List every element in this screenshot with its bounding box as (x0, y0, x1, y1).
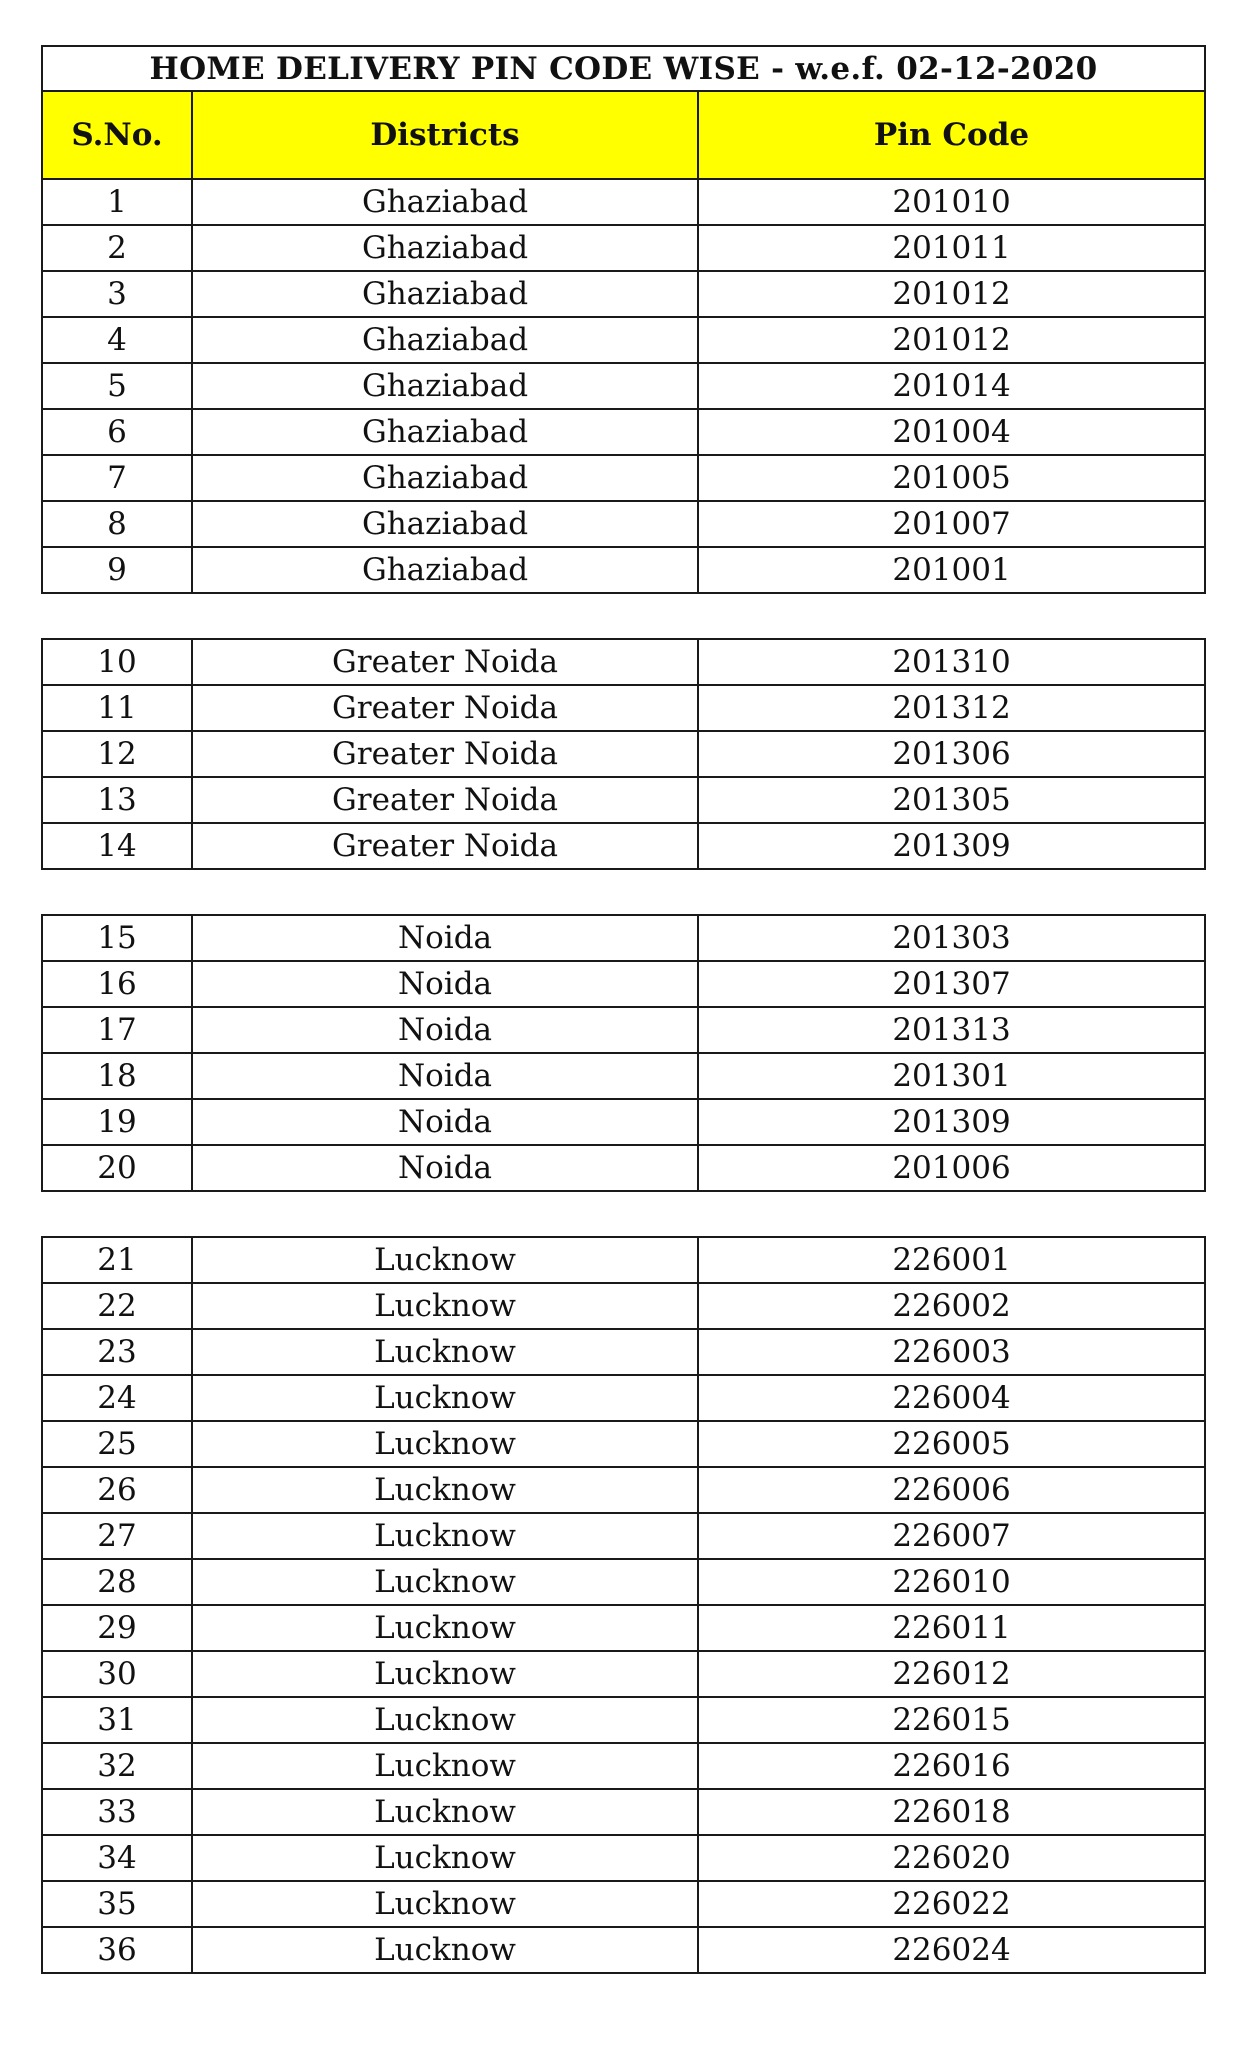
cell-pin-code: 226024 (698, 1927, 1205, 1973)
cell-sno: 8 (42, 501, 192, 547)
cell-sno: 35 (42, 1881, 192, 1927)
cell-sno: 29 (42, 1605, 192, 1651)
table-row (42, 1927, 1205, 1973)
table-group-body (42, 915, 1205, 1191)
cell-pin-code: 201012 (698, 271, 1205, 317)
cell-sno: 26 (42, 1467, 192, 1513)
cell-sno: 18 (42, 1053, 192, 1099)
cell-sno: 5 (42, 363, 192, 409)
table-row (42, 363, 1205, 409)
cell-pin-code: 226005 (698, 1421, 1205, 1467)
cell-district: Lucknow (192, 1789, 698, 1835)
cell-sno: 9 (42, 547, 192, 593)
cell-district: Greater Noida (192, 639, 698, 685)
table-block (41, 914, 1204, 1192)
cell-pin-code: 201014 (698, 363, 1205, 409)
table-row (42, 685, 1205, 731)
cell-district: Ghaziabad (192, 455, 698, 501)
cell-sno: 20 (42, 1145, 192, 1191)
table-group-body (42, 1237, 1205, 1973)
table-row (42, 1007, 1205, 1053)
table-row (42, 1835, 1205, 1881)
cell-district: Ghaziabad (192, 363, 698, 409)
cell-district: Lucknow (192, 1421, 698, 1467)
cell-district: Lucknow (192, 1559, 698, 1605)
cell-sno: 19 (42, 1099, 192, 1145)
table-block (41, 1236, 1204, 1974)
table-group-body (42, 179, 1205, 593)
cell-district: Lucknow (192, 1467, 698, 1513)
cell-district: Noida (192, 1007, 698, 1053)
column-header-district: Districts (192, 91, 698, 179)
cell-district: Ghaziabad (192, 547, 698, 593)
cell-district: Ghaziabad (192, 225, 698, 271)
cell-district: Lucknow (192, 1329, 698, 1375)
cell-district: Lucknow (192, 1605, 698, 1651)
cell-district: Noida (192, 1053, 698, 1099)
cell-district: Ghaziabad (192, 501, 698, 547)
cell-district: Ghaziabad (192, 179, 698, 225)
cell-pin-code: 226010 (698, 1559, 1205, 1605)
cell-sno: 36 (42, 1927, 192, 1973)
cell-sno: 34 (42, 1835, 192, 1881)
cell-district: Greater Noida (192, 685, 698, 731)
table-row (42, 547, 1205, 593)
cell-district: Lucknow (192, 1743, 698, 1789)
cell-pin-code: 201001 (698, 547, 1205, 593)
cell-pin-code: 226001 (698, 1237, 1205, 1283)
cell-pin-code: 226015 (698, 1697, 1205, 1743)
cell-pin-code: 226016 (698, 1743, 1205, 1789)
cell-sno: 11 (42, 685, 192, 731)
pin-code-table-group (41, 914, 1206, 1192)
table-row (42, 1605, 1205, 1651)
table-row (42, 915, 1205, 961)
cell-sno: 31 (42, 1697, 192, 1743)
cell-sno: 10 (42, 639, 192, 685)
cell-pin-code: 201313 (698, 1007, 1205, 1053)
cell-district: Lucknow (192, 1375, 698, 1421)
table-row (42, 271, 1205, 317)
table-row (42, 1145, 1205, 1191)
cell-pin-code: 226006 (698, 1467, 1205, 1513)
cell-district: Ghaziabad (192, 409, 698, 455)
column-header-pin: Pin Code (698, 91, 1205, 179)
cell-district: Greater Noida (192, 777, 698, 823)
cell-district: Lucknow (192, 1927, 698, 1973)
table-row (42, 1881, 1205, 1927)
cell-pin-code: 201312 (698, 685, 1205, 731)
cell-sno: 27 (42, 1513, 192, 1559)
cell-pin-code: 226022 (698, 1881, 1205, 1927)
table-row (42, 639, 1205, 685)
table-block-header (41, 45, 1204, 594)
pin-code-table-main (41, 45, 1206, 594)
table-row (42, 1329, 1205, 1375)
cell-sno: 3 (42, 271, 192, 317)
cell-pin-code: 201005 (698, 455, 1205, 501)
cell-sno: 7 (42, 455, 192, 501)
table-row (42, 317, 1205, 363)
table-row (42, 823, 1205, 869)
cell-sno: 6 (42, 409, 192, 455)
cell-pin-code: 201310 (698, 639, 1205, 685)
cell-sno: 16 (42, 961, 192, 1007)
cell-district: Lucknow (192, 1513, 698, 1559)
cell-district: Ghaziabad (192, 317, 698, 363)
cell-sno: 13 (42, 777, 192, 823)
table-row (42, 179, 1205, 225)
pin-code-tables (41, 45, 1204, 1974)
cell-pin-code: 226018 (698, 1789, 1205, 1835)
table-block (41, 638, 1204, 870)
pin-code-table-group (41, 1236, 1206, 1974)
cell-pin-code: 201011 (698, 225, 1205, 271)
cell-district: Lucknow (192, 1237, 698, 1283)
cell-district: Noida (192, 1099, 698, 1145)
cell-pin-code: 226002 (698, 1283, 1205, 1329)
cell-sno: 30 (42, 1651, 192, 1697)
cell-pin-code: 201303 (698, 915, 1205, 961)
table-row (42, 1697, 1205, 1743)
cell-pin-code: 201010 (698, 179, 1205, 225)
column-header-sno: S.No. (42, 91, 192, 179)
table-row (42, 731, 1205, 777)
cell-district: Noida (192, 1145, 698, 1191)
cell-sno: 12 (42, 731, 192, 777)
cell-district: Lucknow (192, 1697, 698, 1743)
cell-pin-code: 201006 (698, 1145, 1205, 1191)
cell-sno: 1 (42, 179, 192, 225)
table-row (42, 1283, 1205, 1329)
table-row (42, 1375, 1205, 1421)
table-header-row (42, 91, 1205, 179)
table-row (42, 1513, 1205, 1559)
pin-code-table-group (41, 638, 1206, 870)
cell-sno: 24 (42, 1375, 192, 1421)
table-row (42, 225, 1205, 271)
table-row (42, 1099, 1205, 1145)
table-row (42, 1237, 1205, 1283)
cell-pin-code: 201309 (698, 823, 1205, 869)
cell-sno: 25 (42, 1421, 192, 1467)
cell-sno: 33 (42, 1789, 192, 1835)
document-title: HOME DELIVERY PIN CODE WISE - w.e.f. 02-12-2020 (42, 46, 1205, 91)
table-row (42, 409, 1205, 455)
cell-sno: 23 (42, 1329, 192, 1375)
cell-district: Noida (192, 915, 698, 961)
cell-sno: 28 (42, 1559, 192, 1605)
cell-district: Lucknow (192, 1835, 698, 1881)
cell-pin-code: 226007 (698, 1513, 1205, 1559)
cell-pin-code: 201307 (698, 961, 1205, 1007)
table-row (42, 961, 1205, 1007)
cell-pin-code: 201306 (698, 731, 1205, 777)
cell-pin-code: 201301 (698, 1053, 1205, 1099)
cell-sno: 21 (42, 1237, 192, 1283)
table-row (42, 455, 1205, 501)
table-row (42, 1467, 1205, 1513)
table-row (42, 1421, 1205, 1467)
cell-district: Greater Noida (192, 731, 698, 777)
cell-sno: 15 (42, 915, 192, 961)
table-row (42, 1789, 1205, 1835)
cell-sno: 32 (42, 1743, 192, 1789)
cell-pin-code: 226020 (698, 1835, 1205, 1881)
cell-district: Ghaziabad (192, 271, 698, 317)
cell-sno: 4 (42, 317, 192, 363)
cell-district: Lucknow (192, 1283, 698, 1329)
cell-sno: 17 (42, 1007, 192, 1053)
cell-pin-code: 226011 (698, 1605, 1205, 1651)
table-row (42, 1053, 1205, 1099)
cell-district: Greater Noida (192, 823, 698, 869)
table-row (42, 1743, 1205, 1789)
cell-sno: 14 (42, 823, 192, 869)
table-group-body (42, 639, 1205, 869)
cell-sno: 2 (42, 225, 192, 271)
cell-sno: 22 (42, 1283, 192, 1329)
table-row (42, 501, 1205, 547)
table-row (42, 1559, 1205, 1605)
cell-district: Noida (192, 961, 698, 1007)
cell-pin-code: 201004 (698, 409, 1205, 455)
cell-pin-code: 201309 (698, 1099, 1205, 1145)
cell-pin-code: 201007 (698, 501, 1205, 547)
table-row (42, 777, 1205, 823)
cell-pin-code: 201012 (698, 317, 1205, 363)
cell-district: Lucknow (192, 1651, 698, 1697)
cell-pin-code: 226003 (698, 1329, 1205, 1375)
cell-pin-code: 226004 (698, 1375, 1205, 1421)
cell-pin-code: 226012 (698, 1651, 1205, 1697)
table-row (42, 1651, 1205, 1697)
cell-pin-code: 201305 (698, 777, 1205, 823)
pin-code-document (41, 45, 1204, 1974)
cell-district: Lucknow (192, 1881, 698, 1927)
